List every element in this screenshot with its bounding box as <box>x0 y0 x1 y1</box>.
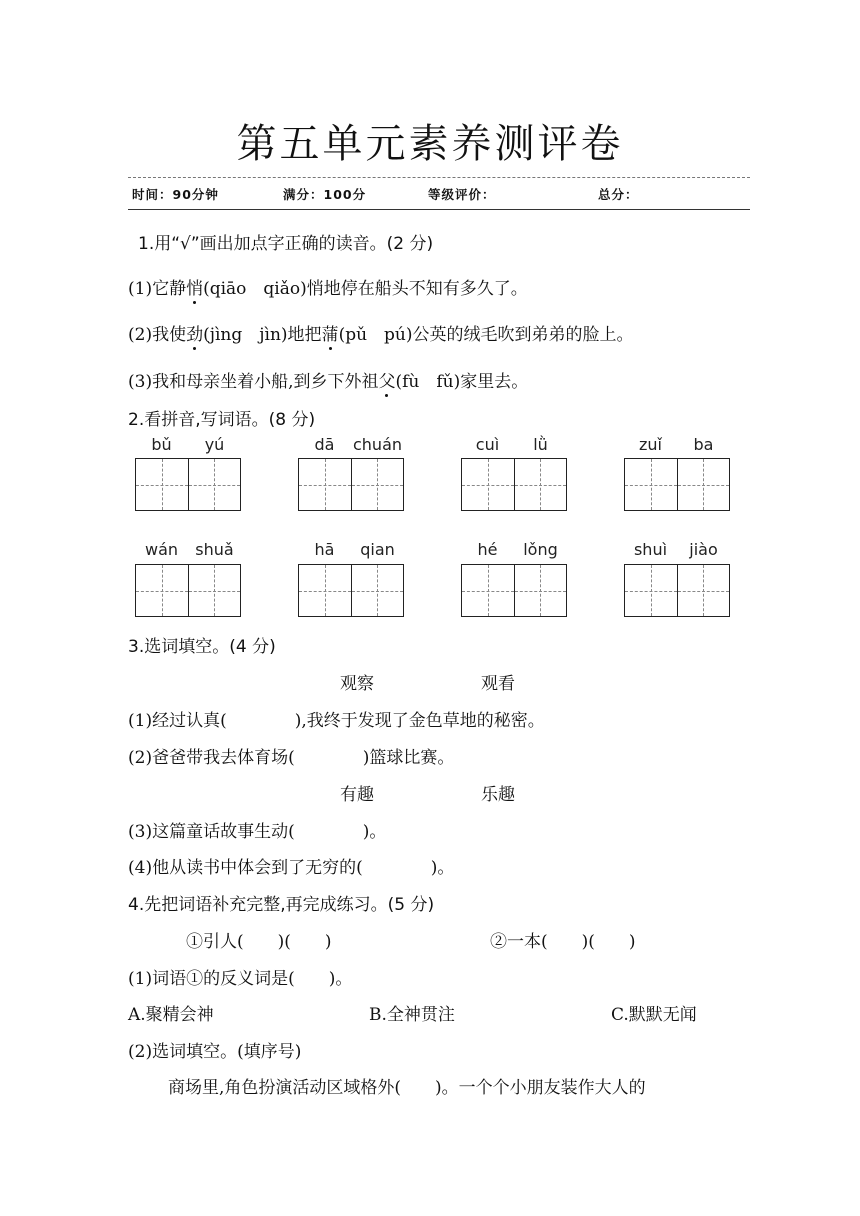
q3-word-option: 观察 <box>340 674 374 694</box>
q1-line-3 <box>128 367 528 392</box>
writing-grid-8[interactable] <box>624 564 730 617</box>
pinyin-1b: yú <box>204 435 225 454</box>
grid-cell[interactable] <box>677 565 730 616</box>
q4-heading: 4.先把词语补充完整,再完成练习。(5 分) <box>128 895 435 915</box>
q3-word-option: 有趣 <box>340 785 374 805</box>
grid-cell[interactable] <box>299 459 351 510</box>
pinyin-3a: cuì <box>475 435 500 454</box>
writing-grid-2[interactable] <box>298 458 404 511</box>
q1-line-1-b: (qiāo qiǎo)悄地停在船头不知有多久了。 <box>203 279 528 299</box>
q4-word-1: ①引人( )( ) <box>186 932 332 952</box>
pinyin-4b: ba <box>693 435 714 454</box>
q3-sentence-2: (2)爸爸带我去体育场( )篮球比赛。 <box>128 748 455 768</box>
pinyin-7a: hé <box>477 540 498 559</box>
q1-line-2-b: (jìng jìn)地把 <box>203 325 322 345</box>
grid-cell[interactable] <box>188 565 241 616</box>
q1-dotted-char-1: 悄 <box>186 274 203 299</box>
q1-line-2-a: (2)我使 <box>128 325 187 345</box>
writing-grid-1[interactable] <box>135 458 241 511</box>
q4-sub-1: (1)词语①的反义词是( )。 <box>128 969 353 989</box>
grid-cell[interactable] <box>136 459 188 510</box>
grid-cell[interactable] <box>625 565 677 616</box>
info-total: 总分： <box>598 187 639 202</box>
q1-line-2 <box>128 320 634 345</box>
q2-heading: 2.看拼音,写词语。(8 分) <box>128 410 316 430</box>
grid-cell[interactable] <box>462 565 514 616</box>
q1-dotted-char-2: 劲 <box>186 320 203 345</box>
info-time: 时间：90分钟 <box>132 187 219 202</box>
q3-sentence-3: (3)这篇童话故事生动( )。 <box>128 822 387 842</box>
q3-heading: 3.选词填空。(4 分) <box>128 637 276 657</box>
q1-line-2-c: (pǔ pú)公英的绒毛吹到弟弟的脸上。 <box>338 325 634 345</box>
writing-grid-5[interactable] <box>135 564 241 617</box>
q3-sentence-1: (1)经过认真( ),我终于发现了金色草地的秘密。 <box>128 711 545 731</box>
q3-word-option: 乐趣 <box>481 785 515 805</box>
writing-grid-6[interactable] <box>298 564 404 617</box>
grid-cell[interactable] <box>351 565 404 616</box>
pinyin-8a: shuì <box>633 540 668 559</box>
q1-dotted-char-4: 父 <box>378 367 395 392</box>
pinyin-1a: bǔ <box>151 435 172 454</box>
grid-cell[interactable] <box>677 459 730 510</box>
q4-option-c: C.默默无闻 <box>611 1005 697 1025</box>
pinyin-2a: dā <box>314 435 335 454</box>
pinyin-5a: wán <box>144 540 179 559</box>
header-solid-divider <box>128 209 750 210</box>
pinyin-8b: jiào <box>689 540 718 559</box>
grid-cell[interactable] <box>625 459 677 510</box>
q1-heading: 1.用“√”画出加点字正确的读音。(2 分) <box>138 234 434 254</box>
grid-cell[interactable] <box>351 459 404 510</box>
q1-line-3-a: (3)我和母亲坐着小船,到乡下外祖 <box>128 372 379 392</box>
grid-cell[interactable] <box>136 565 188 616</box>
pinyin-7b: lǒng <box>523 540 558 559</box>
q4-word-2: ②一本( )( ) <box>490 932 636 952</box>
q1-line-1-a: (1)它静 <box>128 279 187 299</box>
pinyin-6b: qian <box>360 540 395 559</box>
q4-option-a: A.聚精会神 <box>128 1005 214 1025</box>
q3-word-option: 观看 <box>481 674 515 694</box>
header-dashed-divider <box>128 177 750 178</box>
writing-grid-3[interactable] <box>461 458 567 511</box>
page-title: 第五单元素养测评卷 <box>236 121 624 167</box>
pinyin-6a: hā <box>314 540 335 559</box>
grid-cell[interactable] <box>299 565 351 616</box>
q4-option-b: B.全神贯注 <box>369 1005 455 1025</box>
pinyin-2b: chuán <box>352 435 403 454</box>
q4-passage: 商场里,角色扮演活动区域格外( )。一个个小朋友装作大人的 <box>168 1078 646 1098</box>
info-full-score: 满分：100分 <box>283 187 367 202</box>
writing-grid-7[interactable] <box>461 564 567 617</box>
pinyin-3b: lǜ <box>533 435 548 454</box>
grid-cell[interactable] <box>188 459 241 510</box>
info-grade: 等级评价： <box>428 187 496 202</box>
q1-dotted-char-3: 蒲 <box>322 320 339 345</box>
grid-cell[interactable] <box>462 459 514 510</box>
q4-sub-2: (2)选词填空。(填序号) <box>128 1042 302 1062</box>
pinyin-5b: shuǎ <box>195 540 234 559</box>
q3-sentence-4: (4)他从读书中体会到了无穷的( )。 <box>128 858 455 878</box>
pinyin-4a: zuǐ <box>639 435 662 454</box>
q1-line-1 <box>128 274 528 299</box>
grid-cell[interactable] <box>514 565 567 616</box>
q1-line-3-b: (fù fǔ)家里去。 <box>395 372 529 392</box>
writing-grid-4[interactable] <box>624 458 730 511</box>
grid-cell[interactable] <box>514 459 567 510</box>
